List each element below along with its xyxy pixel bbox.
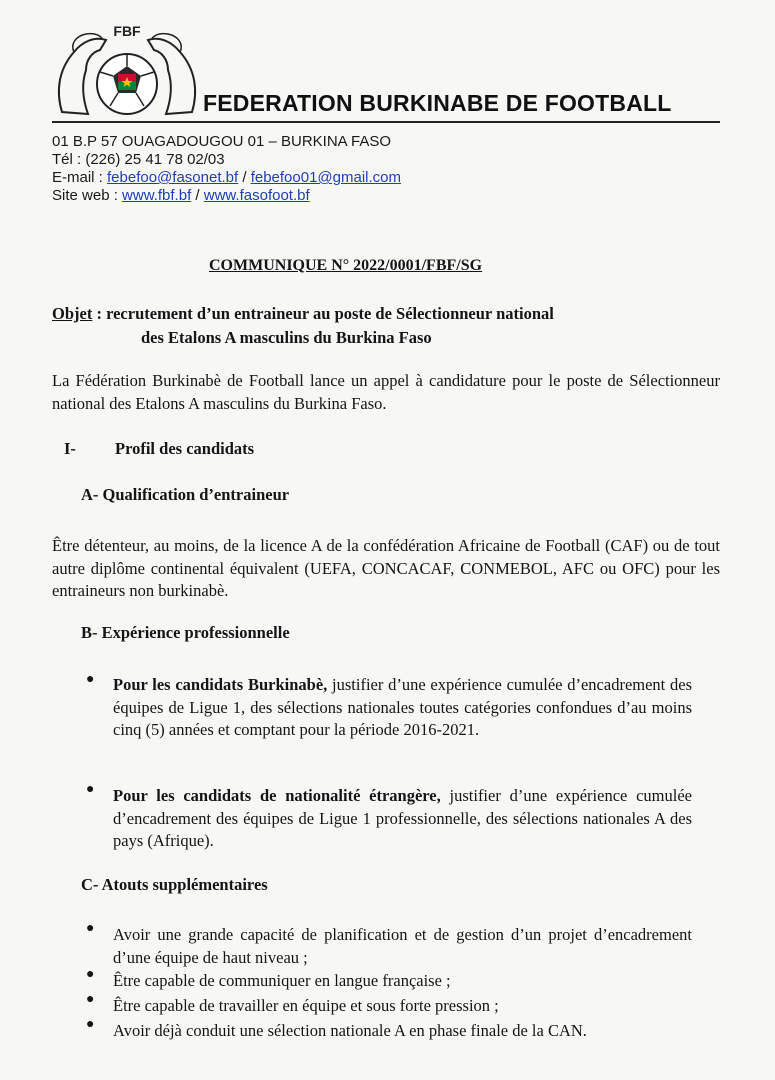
website-separator: / [191,187,204,204]
website-link-1[interactable]: www.fbf.bf [122,187,192,204]
email-link-1[interactable]: febefoo@fasonet.bf [107,169,239,186]
email-label: E-mail : [52,169,108,186]
website-line [52,187,310,204]
bullet-marker: ● [86,782,95,797]
list-item [113,785,692,853]
website-link-2[interactable]: www.fasofoot.bf [203,187,310,204]
objet-line-1: : recrutement d’un entraineur au poste de Sélectionneur national [92,304,554,323]
bullet-b1-bold: Pour les candidats Burkinabè, [113,675,328,694]
list-item: Avoir une grande capacité de planification et de gestion d’un projet d’encadrement d’une équipe de haut niveau ; [113,925,692,967]
bullet-b2-text: justifier d’une expérience cumulée d’encadrement des équipes de Ligue 1 professionnelle, des sélections nationales A des pays (Afrique). [113,786,692,850]
header-divider [52,121,720,123]
email-line [52,169,401,186]
intro-paragraph: La Fédération Burkinabè de Football lance un appel à candidature pour le poste de Sélectionneur national des Etalons A masculins du Burkina Faso. [52,371,720,413]
list-item: Être capable de communiquer en langue française ; [113,971,451,990]
logo-letters: FBF [113,23,141,39]
objet-line-2: des Etalons A masculins du Burkina Faso [141,328,432,347]
section-1-number: I- [64,439,76,458]
subsection-b-title: B- Expérience professionnelle [81,623,290,642]
telephone-line: Tél : (226) 25 41 78 02/03 [52,151,225,168]
objet-label: Objet [52,304,93,323]
list-item: Être capable de travailler en équipe et sous forte pression ; [113,996,499,1015]
address-line: 01 B.P 57 OUAGADOUGOU 01 – BURKINA FASO [52,133,392,150]
bullet-marker: ● [86,921,95,936]
communique-title: COMMUNIQUE N° 2022/0001/FBF/SG [209,257,483,274]
bullet-b2-bold: Pour les candidats de nationalité étrangère, [113,786,441,805]
email-link-2[interactable]: febefoo01@gmail.com [250,169,401,186]
bullet-marker: ● [86,992,95,1007]
email-separator: / [238,169,251,186]
subsection-c-title: C- Atouts supplémentaires [81,875,268,894]
bullet-marker: ● [86,967,95,982]
bullet-b1-text: justifier d’une expérience cumulée d’encadrement des équipes de Ligue 1, des sélections nationales toutes catégories confondues d’au moins cinq (5) années et comptant pour la période 2016-2021. [113,675,693,739]
subsection-a-title: A- Qualification d’entraineur [81,485,290,504]
organization-name: FEDERATION BURKINABE DE FOOTBALL [203,90,672,116]
list-item: Avoir déjà conduit une sélection nationale A en phase finale de la CAN. [113,1021,587,1040]
website-label: Site web : [52,187,123,204]
bullet-marker: ● [86,672,95,687]
fbf-logo [52,22,202,122]
list-item [113,674,692,742]
objet-block [52,302,554,350]
section-1-title: Profil des candidats [115,439,255,458]
subsection-a-text: Être détenteur, au moins, de la licence A de la confédération Africaine de Football (CAF) ou de tout autre diplôme continental équivalent (UEFA, CONCACAF, CONMEBOL, AFC ou OFC) pour les entraineurs non burkinabè. [52,536,720,600]
bullet-marker: ● [86,1017,95,1032]
